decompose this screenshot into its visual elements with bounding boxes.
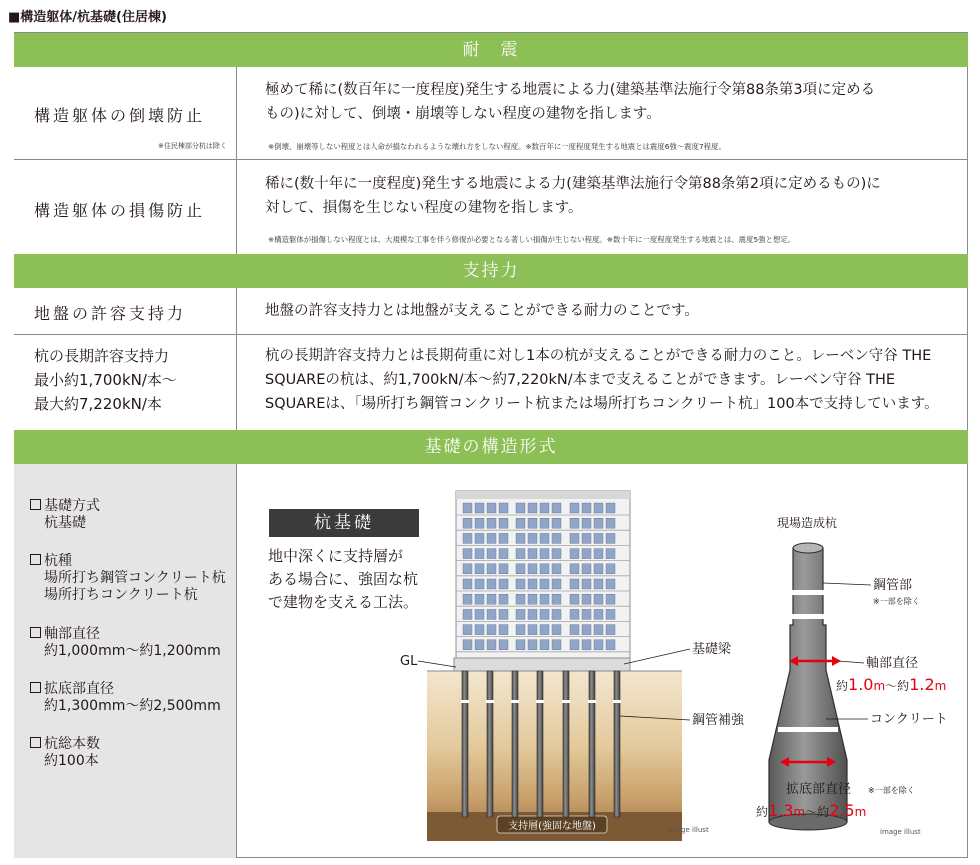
building-window [582,533,591,543]
building-window [582,503,591,513]
building-window [582,594,591,604]
building-window [516,549,525,559]
jiku-sep: ～約 [885,679,910,693]
building-window [570,625,579,635]
building-window [487,640,496,650]
pile [462,671,468,817]
building-window [528,503,537,513]
row2-desc-line1: 稀に(数十年に一度程度)発生する地震による力(建築基準法施行令第88条第2項に定めるもの)に [265,176,881,192]
building-window [552,625,561,635]
building-window [499,625,508,635]
building-window [487,579,496,589]
building-window [528,518,537,528]
building-window [582,518,591,528]
building-window [499,609,508,619]
building-window [606,594,615,604]
row2-label: 構造躯体の損傷防止 [34,201,206,220]
building-window [528,594,537,604]
spec-head: 軸部直径 [44,626,100,642]
pile-break [511,700,519,703]
building-window [499,640,508,650]
kaku-unit-1: m [793,805,806,819]
building-window [516,503,525,513]
building-window [516,594,525,604]
building-window [552,609,561,619]
building-window [552,640,561,650]
building-window [499,518,508,528]
building-window [463,579,472,589]
building-window [475,594,484,604]
building-window [475,564,484,574]
building-window [606,609,615,619]
spec-head: 基礎方式 [44,498,100,514]
building-window [594,579,603,589]
building-window [540,518,549,528]
building-window [540,594,549,604]
kakutei-label: 拡底部直径 [786,782,852,797]
building-window [606,564,615,574]
building-window [570,533,579,543]
building-window [475,640,484,650]
building-window [499,503,508,513]
building-window [606,549,615,559]
building-window [463,518,472,528]
row3-desc: 地盤の許容支持力とは地盤が支えることができる耐力のことです。 [265,303,699,319]
building-window [570,609,579,619]
kokan-bu-leader [823,583,871,585]
jiku-unit-1: m [873,679,886,693]
building-window [594,503,603,513]
building-window [516,640,525,650]
kakutei-note: ※一部を除く [868,786,915,795]
building-window [552,503,561,513]
spec-value: 場所打ちコンクリート杭 [44,587,198,603]
pile-title: 現場造成杭 [777,516,838,530]
building-window [528,640,537,650]
building-window [528,549,537,559]
kaku-value-2: 2.5 [829,801,855,820]
method-line2: ある場合に、強固な杭 [268,570,419,588]
kaku-prefix: 約 [756,805,769,819]
kokan-bu-note: ※一部を除く [873,597,920,606]
building-window [570,594,579,604]
building-window [516,625,525,635]
building-window [606,533,615,543]
page-title: ■構造躯体/杭基礎(住居棟) [8,10,167,25]
building-window [528,564,537,574]
spec-value: 約1,000mm～約1,200mm [44,643,221,659]
building-window [540,579,549,589]
building-window [499,549,508,559]
building-window [528,609,537,619]
row1-note: ※倒壊、崩壊等しない程度とは人命が損なわれるような壊れ方をしない程度。※数百年に一度程度発生する地震とは震度6強～震度7程度。 [268,142,726,151]
building-window [499,533,508,543]
row4-desc-line1: 杭の長期許容支持力とは長期荷重に対し1本の杭が支えることができる耐力のこと。レーベン守谷 THE [265,348,932,364]
building-window [463,625,472,635]
building-window [528,625,537,635]
building-window [606,518,615,528]
building-window [570,640,579,650]
building-window [570,579,579,589]
pile-break [461,700,469,703]
building-window [487,609,496,619]
spec-value: 杭基礎 [44,515,86,531]
building-window [552,564,561,574]
row3-label: 地盤の許容支持力 [34,304,187,323]
building-window [487,503,496,513]
pile [589,671,595,817]
pile-break-2 [787,614,829,619]
concrete-label: コンクリート [870,712,948,727]
pile-break [486,700,494,703]
building-window [540,533,549,543]
building-window [463,549,472,559]
jiku-value-1: 1.0 [848,675,874,694]
building-window [582,640,591,650]
building-window [540,564,549,574]
pile-break [588,700,596,703]
building-window [582,625,591,635]
building-window [463,564,472,574]
pile [487,671,493,817]
kokan-bu-label: 鋼管部 [873,578,913,593]
row2-note: ※構造躯体が損傷しない程度とは、大規模な工事を伴う修復が必要となる著しい損傷が生じない程度。※数十年に一度程度発生する地震とは、震度5強と想定。 [268,235,796,244]
building-window [475,625,484,635]
building-window [540,640,549,650]
building-window [570,518,579,528]
building-window [516,518,525,528]
building-window [594,640,603,650]
row4-label-line3: 最大約7,220kN/本 [34,395,162,413]
pile-break [536,700,544,703]
pile [563,671,569,817]
building-window [528,533,537,543]
method-line1: 地中深くに支持層が [268,547,404,565]
building-window [499,579,508,589]
building-window [487,533,496,543]
building-window [606,503,615,513]
jikubu-leader [838,661,864,663]
building-window [594,533,603,543]
building-window [540,549,549,559]
building-window [463,609,472,619]
building-window [582,564,591,574]
building-window [463,594,472,604]
jiku-value-2: 1.2 [909,675,935,694]
building-window [594,549,603,559]
row4-label-line2: 最小約1,700kN/本～ [34,371,177,389]
building-window [475,549,484,559]
row1-desc-line1: 極めて稀に(数百年に一度程度)発生する地震による力(建築基準法施行令第88条第3項に定める [265,82,876,98]
building-window [463,640,472,650]
jiku-unit-2: m [934,679,947,693]
kaku-sep: ～約 [805,805,830,819]
kaku-unit-2: m [854,805,867,819]
row2-desc-line2: 対して、損傷を生じない程度の建物を指します。 [265,200,583,216]
support-layer-label: 支持層(強固な地盤) [508,821,596,832]
spec-value: 約100本 [44,753,99,769]
gl-label: GL [400,654,418,669]
building-window [540,503,549,513]
building-window [516,564,525,574]
row1-label: 構造躯体の倒壊防止 [34,106,206,125]
jiku-prefix: 約 [836,679,849,693]
building-window [570,564,579,574]
row4-desc-line3: SQUAREは、「場所打ち鋼管コンクリート杭または場所打ちコンクリート杭」100本で支持しています。 [265,396,939,412]
gl-leader [418,661,456,667]
section-header-shijiryoku: 支持力 [14,254,968,288]
building-window [540,609,549,619]
image-illust-right: image illust [880,828,921,836]
building-window [570,503,579,513]
building-window [487,549,496,559]
building-window [606,640,615,650]
building-window [463,503,472,513]
building-window [516,533,525,543]
jikubu-value [836,675,946,694]
building-window [540,625,549,635]
building-window [582,609,591,619]
building-window [499,594,508,604]
building-window [582,549,591,559]
section-header-taishin: 耐 震 [14,33,968,67]
building-window [552,518,561,528]
spec-head: 杭総本数 [44,736,100,752]
method-tag: 杭基礎 [269,509,419,537]
kiso-beam-label: 基礎梁 [692,642,732,657]
row4-label-line1: 杭の長期許容支持力 [34,347,170,365]
spec-value: 場所打ち鋼管コンクリート杭 [44,570,226,586]
spec-value: 約1,300mm～約2,500mm [44,698,221,714]
section-header-kiso: 基礎の構造形式 [14,430,968,464]
row1-desc-line2: もの)に対して、倒壊・崩壊等しない程度の建物を指します。 [265,106,661,122]
pile-top [793,543,823,553]
building-window [594,564,603,574]
building-window [516,579,525,589]
building-window [487,518,496,528]
kokan-hokyo-label: 鋼管補強 [692,713,745,728]
pile [537,671,543,817]
building-window [487,594,496,604]
pile-break-1 [787,590,829,595]
pile-break [613,700,621,703]
jikubu-label: 軸部直径 [866,656,919,671]
building-window [552,549,561,559]
building-window [528,579,537,589]
building-window [552,579,561,589]
building-window [582,579,591,589]
building-window [594,625,603,635]
building-window [487,564,496,574]
method-line3: で建物を支える工法。 [268,593,419,611]
spec-head: 杭種 [44,553,72,569]
image-illust-left: image illust [668,826,709,834]
building-window [487,625,496,635]
row4-desc-line2: SQUAREの杭は、約1,700kN/本～約7,220kN/本まで支えることができます。レーベン守谷 THE [265,372,896,388]
building-window [475,579,484,589]
building-window [463,533,472,543]
building-window [475,503,484,513]
building-window [516,609,525,619]
building-window [475,518,484,528]
building-window [475,609,484,619]
building-window [570,549,579,559]
building-window [594,609,603,619]
building-window [594,518,603,528]
building-illustration [454,491,630,671]
pile-break [562,700,570,703]
pile [614,671,620,817]
row1-label-note: ※住民棟部分杭は除く [158,142,227,150]
building-window [552,594,561,604]
building-window [475,533,484,543]
building-window [594,594,603,604]
spec-head: 拡底部直径 [44,681,114,697]
pile-break-3 [778,727,838,732]
building-window [552,533,561,543]
pile [512,671,518,817]
building-window [606,625,615,635]
kiso-beam-leader [624,649,690,664]
building-window [499,564,508,574]
building-window [606,579,615,589]
kaku-value-1: 1.3 [768,801,794,820]
